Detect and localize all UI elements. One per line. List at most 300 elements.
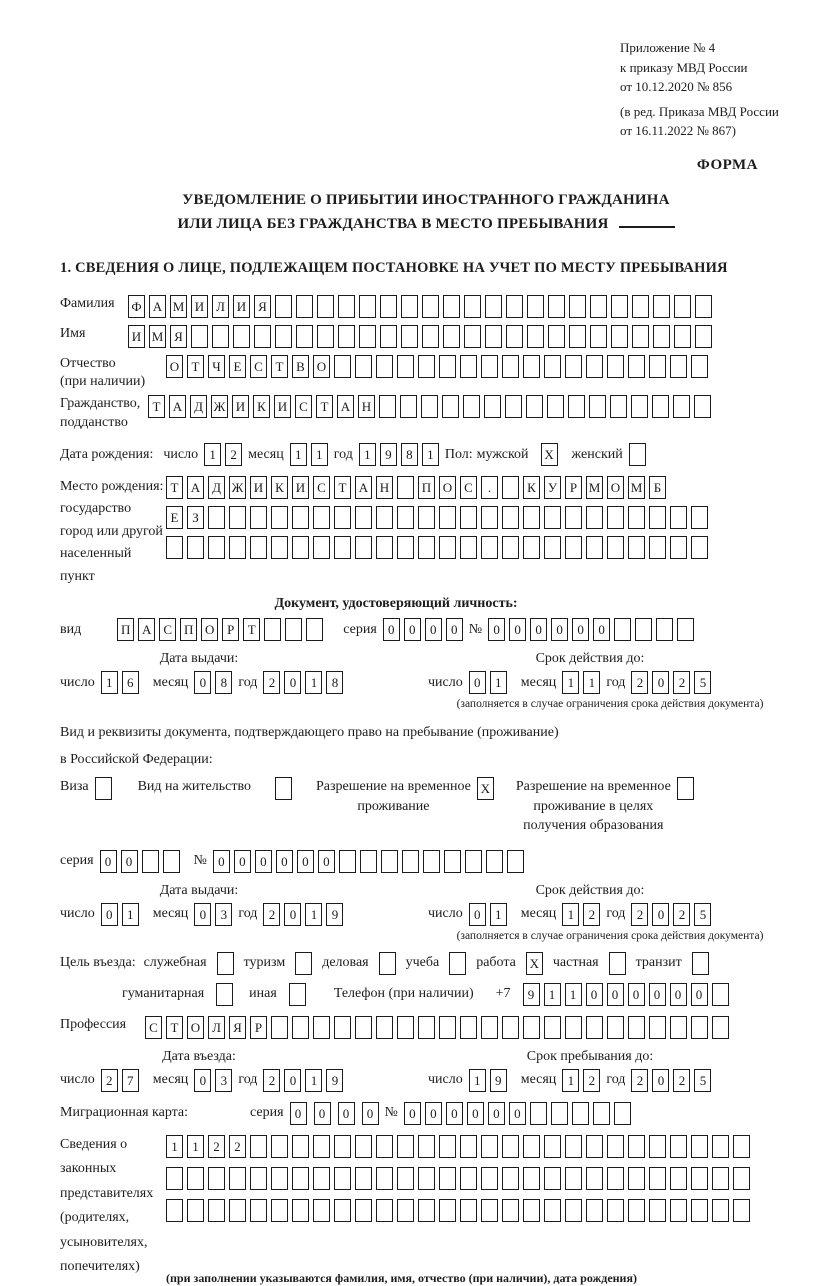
purpose-other-checkbox[interactable] (289, 983, 306, 1006)
char-cell[interactable] (502, 476, 519, 499)
char-cell[interactable] (376, 536, 393, 559)
char-cell[interactable] (691, 355, 708, 378)
char-cell[interactable] (271, 1016, 288, 1039)
char-cell[interactable]: 9 (326, 903, 343, 926)
char-cell[interactable] (439, 536, 456, 559)
char-cell[interactable]: 3 (215, 1069, 232, 1092)
char-cell[interactable] (670, 536, 687, 559)
char-cell[interactable] (507, 850, 524, 873)
char-cell[interactable] (292, 506, 309, 529)
char-cell[interactable] (271, 506, 288, 529)
char-cell[interactable] (418, 1199, 435, 1222)
char-cell[interactable] (334, 506, 351, 529)
char-cell[interactable]: 0 (290, 1102, 307, 1125)
char-cell[interactable]: Д (208, 476, 225, 499)
char-cell[interactable] (631, 395, 648, 418)
given-name-boxes[interactable] (128, 325, 712, 348)
char-cell[interactable]: 0 (467, 1102, 484, 1125)
char-cell[interactable] (548, 325, 565, 348)
char-cell[interactable] (376, 1135, 393, 1158)
char-cell[interactable]: 2 (673, 903, 690, 926)
patronymic-boxes[interactable] (166, 355, 708, 378)
char-cell[interactable]: И (292, 476, 309, 499)
char-cell[interactable]: 2 (673, 671, 690, 694)
char-cell[interactable] (568, 395, 585, 418)
char-cell[interactable] (565, 355, 582, 378)
char-cell[interactable]: X (477, 777, 494, 800)
char-cell[interactable] (317, 325, 334, 348)
char-cell[interactable] (611, 295, 628, 318)
char-cell[interactable]: 0 (194, 903, 211, 926)
char-cell[interactable] (502, 506, 519, 529)
char-cell[interactable]: Ф (128, 295, 145, 318)
char-cell[interactable]: 2 (229, 1135, 246, 1158)
char-cell[interactable]: Л (208, 1016, 225, 1039)
char-cell[interactable] (187, 1167, 204, 1190)
char-cell[interactable] (355, 1199, 372, 1222)
birth-day-boxes[interactable] (204, 443, 242, 466)
char-cell[interactable]: 5 (694, 903, 711, 926)
char-cell[interactable] (443, 325, 460, 348)
char-cell[interactable] (628, 1016, 645, 1039)
char-cell[interactable]: И (128, 325, 145, 348)
char-cell[interactable] (565, 536, 582, 559)
char-cell[interactable] (505, 395, 522, 418)
char-cell[interactable] (418, 1016, 435, 1039)
char-cell[interactable] (544, 1199, 561, 1222)
char-cell[interactable] (250, 1199, 267, 1222)
char-cell[interactable] (733, 1199, 750, 1222)
char-cell[interactable] (166, 1199, 183, 1222)
char-cell[interactable] (400, 395, 417, 418)
char-cell[interactable] (439, 506, 456, 529)
char-cell[interactable] (610, 395, 627, 418)
char-cell[interactable] (607, 355, 624, 378)
char-cell[interactable] (465, 850, 482, 873)
char-cell[interactable] (593, 1102, 610, 1125)
char-cell[interactable] (544, 1016, 561, 1039)
char-cell[interactable]: 0 (100, 850, 117, 873)
char-cell[interactable]: 6 (122, 671, 139, 694)
char-cell[interactable] (95, 777, 112, 800)
char-cell[interactable]: С (460, 476, 477, 499)
char-cell[interactable] (677, 618, 694, 641)
char-cell[interactable] (295, 952, 312, 975)
char-cell[interactable] (569, 325, 586, 348)
char-cell[interactable]: 0 (284, 671, 301, 694)
char-cell[interactable]: 2 (583, 903, 600, 926)
char-cell[interactable]: С (313, 476, 330, 499)
char-cell[interactable] (313, 1167, 330, 1190)
char-cell[interactable] (360, 850, 377, 873)
char-cell[interactable]: 1 (562, 671, 579, 694)
char-cell[interactable]: 1 (290, 443, 307, 466)
char-cell[interactable]: . (481, 476, 498, 499)
char-cell[interactable]: 2 (208, 1135, 225, 1158)
char-cell[interactable]: 0 (586, 983, 603, 1006)
char-cell[interactable] (229, 506, 246, 529)
char-cell[interactable]: 1 (187, 1135, 204, 1158)
char-cell[interactable]: К (523, 476, 540, 499)
char-cell[interactable] (334, 536, 351, 559)
sex-male-checkbox[interactable] (541, 443, 558, 466)
char-cell[interactable] (313, 1135, 330, 1158)
char-cell[interactable] (271, 1199, 288, 1222)
char-cell[interactable]: 0 (469, 671, 486, 694)
char-cell[interactable] (544, 506, 561, 529)
char-cell[interactable] (544, 1167, 561, 1190)
char-cell[interactable] (586, 1199, 603, 1222)
char-cell[interactable] (586, 506, 603, 529)
char-cell[interactable]: 3 (215, 903, 232, 926)
char-cell[interactable]: 0 (314, 1102, 331, 1125)
char-cell[interactable]: 1 (422, 443, 439, 466)
purpose-work-checkbox[interactable] (526, 952, 543, 975)
char-cell[interactable] (547, 395, 564, 418)
char-cell[interactable] (674, 325, 691, 348)
char-cell[interactable] (502, 1135, 519, 1158)
guardians-boxes-3[interactable] (166, 1199, 750, 1222)
char-cell[interactable]: К (271, 476, 288, 499)
char-cell[interactable] (460, 1199, 477, 1222)
char-cell[interactable] (402, 850, 419, 873)
char-cell[interactable] (442, 395, 459, 418)
char-cell[interactable] (551, 1102, 568, 1125)
char-cell[interactable] (481, 1167, 498, 1190)
char-cell[interactable] (229, 1199, 246, 1222)
char-cell[interactable] (418, 506, 435, 529)
char-cell[interactable] (449, 952, 466, 975)
char-cell[interactable]: Т (243, 618, 260, 641)
char-cell[interactable] (502, 536, 519, 559)
char-cell[interactable]: А (169, 395, 186, 418)
char-cell[interactable] (421, 395, 438, 418)
char-cell[interactable] (481, 355, 498, 378)
temp-residence-edu-checkbox[interactable] (677, 777, 694, 800)
char-cell[interactable] (484, 395, 501, 418)
sex-female-checkbox[interactable] (629, 443, 646, 466)
char-cell[interactable]: Т (271, 355, 288, 378)
char-cell[interactable] (439, 1016, 456, 1039)
char-cell[interactable]: 2 (263, 671, 280, 694)
char-cell[interactable] (250, 506, 267, 529)
char-cell[interactable] (670, 355, 687, 378)
char-cell[interactable] (691, 506, 708, 529)
char-cell[interactable] (463, 395, 480, 418)
char-cell[interactable] (334, 1016, 351, 1039)
char-cell[interactable] (523, 1135, 540, 1158)
char-cell[interactable] (460, 1016, 477, 1039)
purpose-study-checkbox[interactable] (449, 952, 466, 975)
mig-series-boxes[interactable] (290, 1102, 379, 1125)
char-cell[interactable] (355, 1167, 372, 1190)
purpose-transit-checkbox[interactable] (692, 952, 709, 975)
char-cell[interactable] (502, 1016, 519, 1039)
char-cell[interactable]: И (232, 395, 249, 418)
char-cell[interactable] (527, 295, 544, 318)
char-cell[interactable]: 2 (225, 443, 242, 466)
char-cell[interactable]: 9 (380, 443, 397, 466)
char-cell[interactable] (444, 850, 461, 873)
char-cell[interactable] (376, 506, 393, 529)
char-cell[interactable]: С (145, 1016, 162, 1039)
residence-permit-checkbox[interactable] (275, 777, 292, 800)
char-cell[interactable]: К (253, 395, 270, 418)
char-cell[interactable] (712, 1167, 729, 1190)
purpose-private-checkbox[interactable] (609, 952, 626, 975)
char-cell[interactable] (233, 325, 250, 348)
char-cell[interactable] (381, 850, 398, 873)
char-cell[interactable] (670, 1199, 687, 1222)
char-cell[interactable] (590, 295, 607, 318)
char-cell[interactable] (422, 325, 439, 348)
char-cell[interactable] (208, 1167, 225, 1190)
char-cell[interactable] (397, 476, 414, 499)
char-cell[interactable] (733, 1167, 750, 1190)
purpose-business-checkbox[interactable] (379, 952, 396, 975)
char-cell[interactable] (607, 1167, 624, 1190)
char-cell[interactable] (586, 355, 603, 378)
birth-month-boxes[interactable] (290, 443, 328, 466)
char-cell[interactable]: Ч (208, 355, 225, 378)
char-cell[interactable]: 1 (166, 1135, 183, 1158)
char-cell[interactable] (649, 1167, 666, 1190)
char-cell[interactable] (355, 355, 372, 378)
char-cell[interactable] (572, 1102, 589, 1125)
char-cell[interactable]: В (292, 355, 309, 378)
permit-expiry-year-boxes[interactable] (631, 903, 711, 926)
char-cell[interactable] (691, 1135, 708, 1158)
char-cell[interactable] (439, 1167, 456, 1190)
char-cell[interactable] (397, 1135, 414, 1158)
char-cell[interactable]: 1 (101, 671, 118, 694)
char-cell[interactable]: Т (316, 395, 333, 418)
char-cell[interactable]: 0 (530, 618, 547, 641)
char-cell[interactable] (187, 1199, 204, 1222)
char-cell[interactable] (530, 1102, 547, 1125)
permit-issue-day-boxes[interactable] (101, 903, 139, 926)
char-cell[interactable] (628, 355, 645, 378)
guardians-boxes-1[interactable] (166, 1135, 750, 1158)
char-cell[interactable]: 1 (204, 443, 221, 466)
char-cell[interactable] (334, 1167, 351, 1190)
char-cell[interactable]: 2 (263, 1069, 280, 1092)
char-cell[interactable] (649, 1199, 666, 1222)
char-cell[interactable]: 9 (523, 983, 540, 1006)
char-cell[interactable]: 0 (194, 1069, 211, 1092)
char-cell[interactable]: 0 (234, 850, 251, 873)
char-cell[interactable]: X (526, 952, 543, 975)
doc-expiry-month-boxes[interactable] (562, 671, 600, 694)
char-cell[interactable]: 0 (593, 618, 610, 641)
char-cell[interactable]: Т (166, 1016, 183, 1039)
char-cell[interactable] (692, 952, 709, 975)
char-cell[interactable] (548, 295, 565, 318)
char-cell[interactable]: 1 (490, 671, 507, 694)
char-cell[interactable] (486, 850, 503, 873)
char-cell[interactable] (656, 618, 673, 641)
char-cell[interactable] (481, 1199, 498, 1222)
char-cell[interactable] (397, 506, 414, 529)
doc-number-boxes[interactable] (488, 618, 694, 641)
char-cell[interactable] (292, 536, 309, 559)
char-cell[interactable]: У (544, 476, 561, 499)
char-cell[interactable]: Я (254, 295, 271, 318)
char-cell[interactable] (590, 325, 607, 348)
char-cell[interactable]: Т (148, 395, 165, 418)
char-cell[interactable] (397, 1016, 414, 1039)
char-cell[interactable] (691, 1199, 708, 1222)
char-cell[interactable]: 8 (215, 671, 232, 694)
char-cell[interactable] (632, 295, 649, 318)
char-cell[interactable]: 0 (551, 618, 568, 641)
char-cell[interactable]: 0 (276, 850, 293, 873)
char-cell[interactable]: И (191, 295, 208, 318)
char-cell[interactable] (673, 395, 690, 418)
char-cell[interactable]: М (586, 476, 603, 499)
char-cell[interactable] (502, 355, 519, 378)
char-cell[interactable] (397, 1167, 414, 1190)
char-cell[interactable] (439, 1199, 456, 1222)
char-cell[interactable] (380, 295, 397, 318)
birth-place-city-boxes-1[interactable] (166, 506, 708, 529)
char-cell[interactable]: 0 (652, 671, 669, 694)
char-cell[interactable] (418, 1167, 435, 1190)
char-cell[interactable]: О (201, 618, 218, 641)
char-cell[interactable]: П (418, 476, 435, 499)
char-cell[interactable]: 0 (425, 618, 442, 641)
char-cell[interactable]: 0 (404, 618, 421, 641)
doc-issue-day-boxes[interactable] (101, 671, 139, 694)
char-cell[interactable] (306, 618, 323, 641)
char-cell[interactable] (607, 1016, 624, 1039)
char-cell[interactable] (317, 295, 334, 318)
char-cell[interactable]: 2 (263, 903, 280, 926)
char-cell[interactable] (292, 1135, 309, 1158)
char-cell[interactable]: 0 (446, 618, 463, 641)
char-cell[interactable]: М (628, 476, 645, 499)
char-cell[interactable] (418, 536, 435, 559)
char-cell[interactable] (695, 325, 712, 348)
char-cell[interactable] (649, 355, 666, 378)
char-cell[interactable]: Е (229, 355, 246, 378)
char-cell[interactable]: 0 (446, 1102, 463, 1125)
char-cell[interactable]: П (180, 618, 197, 641)
char-cell[interactable] (296, 295, 313, 318)
char-cell[interactable] (670, 1135, 687, 1158)
char-cell[interactable]: 0 (101, 903, 118, 926)
char-cell[interactable] (506, 325, 523, 348)
char-cell[interactable] (712, 1016, 729, 1039)
char-cell[interactable] (481, 1016, 498, 1039)
doc-series-boxes[interactable] (383, 618, 463, 641)
char-cell[interactable]: 0 (607, 983, 624, 1006)
char-cell[interactable]: 9 (326, 1069, 343, 1092)
char-cell[interactable] (607, 1199, 624, 1222)
char-cell[interactable] (460, 506, 477, 529)
char-cell[interactable] (607, 506, 624, 529)
char-cell[interactable] (271, 536, 288, 559)
char-cell[interactable] (628, 506, 645, 529)
surname-boxes[interactable] (128, 295, 712, 318)
char-cell[interactable]: 1 (469, 1069, 486, 1092)
char-cell[interactable] (292, 1016, 309, 1039)
char-cell[interactable] (527, 325, 544, 348)
char-cell[interactable]: Я (170, 325, 187, 348)
char-cell[interactable] (694, 395, 711, 418)
char-cell[interactable]: 1 (359, 443, 376, 466)
char-cell[interactable]: 0 (425, 1102, 442, 1125)
doc-expiry-day-boxes[interactable] (469, 671, 507, 694)
char-cell[interactable] (523, 355, 540, 378)
char-cell[interactable] (712, 983, 729, 1006)
birth-year-boxes[interactable] (359, 443, 439, 466)
char-cell[interactable]: А (149, 295, 166, 318)
char-cell[interactable]: 1 (583, 671, 600, 694)
char-cell[interactable] (250, 1167, 267, 1190)
char-cell[interactable] (212, 325, 229, 348)
mig-number-boxes[interactable] (404, 1102, 631, 1125)
char-cell[interactable] (589, 395, 606, 418)
doc-expiry-year-boxes[interactable] (631, 671, 711, 694)
char-cell[interactable] (376, 1167, 393, 1190)
char-cell[interactable]: 2 (101, 1069, 118, 1092)
char-cell[interactable]: Е (166, 506, 183, 529)
char-cell[interactable]: С (159, 618, 176, 641)
char-cell[interactable]: 5 (694, 671, 711, 694)
char-cell[interactable]: Т (187, 355, 204, 378)
char-cell[interactable]: 0 (318, 850, 335, 873)
char-cell[interactable] (296, 325, 313, 348)
char-cell[interactable] (614, 618, 631, 641)
char-cell[interactable] (523, 1167, 540, 1190)
char-cell[interactable] (565, 1016, 582, 1039)
char-cell[interactable] (443, 295, 460, 318)
char-cell[interactable] (649, 1135, 666, 1158)
char-cell[interactable]: 8 (401, 443, 418, 466)
char-cell[interactable]: А (138, 618, 155, 641)
char-cell[interactable] (229, 536, 246, 559)
char-cell[interactable] (397, 536, 414, 559)
char-cell[interactable] (652, 395, 669, 418)
char-cell[interactable]: М (170, 295, 187, 318)
char-cell[interactable] (502, 1167, 519, 1190)
purpose-tourism-checkbox[interactable] (295, 952, 312, 975)
char-cell[interactable] (275, 777, 292, 800)
char-cell[interactable]: 0 (652, 1069, 669, 1092)
char-cell[interactable] (628, 536, 645, 559)
doc-issue-month-boxes[interactable] (194, 671, 232, 694)
char-cell[interactable] (418, 1135, 435, 1158)
char-cell[interactable]: 1 (562, 903, 579, 926)
char-cell[interactable] (334, 1135, 351, 1158)
char-cell[interactable] (481, 536, 498, 559)
char-cell[interactable] (523, 1016, 540, 1039)
char-cell[interactable] (271, 1167, 288, 1190)
char-cell[interactable]: Д (190, 395, 207, 418)
char-cell[interactable] (292, 1167, 309, 1190)
char-cell[interactable] (649, 1016, 666, 1039)
char-cell[interactable] (526, 395, 543, 418)
char-cell[interactable]: О (187, 1016, 204, 1039)
char-cell[interactable] (339, 850, 356, 873)
char-cell[interactable] (376, 1016, 393, 1039)
birth-place-city-boxes-2[interactable] (166, 536, 708, 559)
citizenship-boxes[interactable] (148, 395, 711, 418)
char-cell[interactable] (313, 506, 330, 529)
char-cell[interactable]: 5 (694, 1069, 711, 1092)
char-cell[interactable]: 0 (649, 983, 666, 1006)
